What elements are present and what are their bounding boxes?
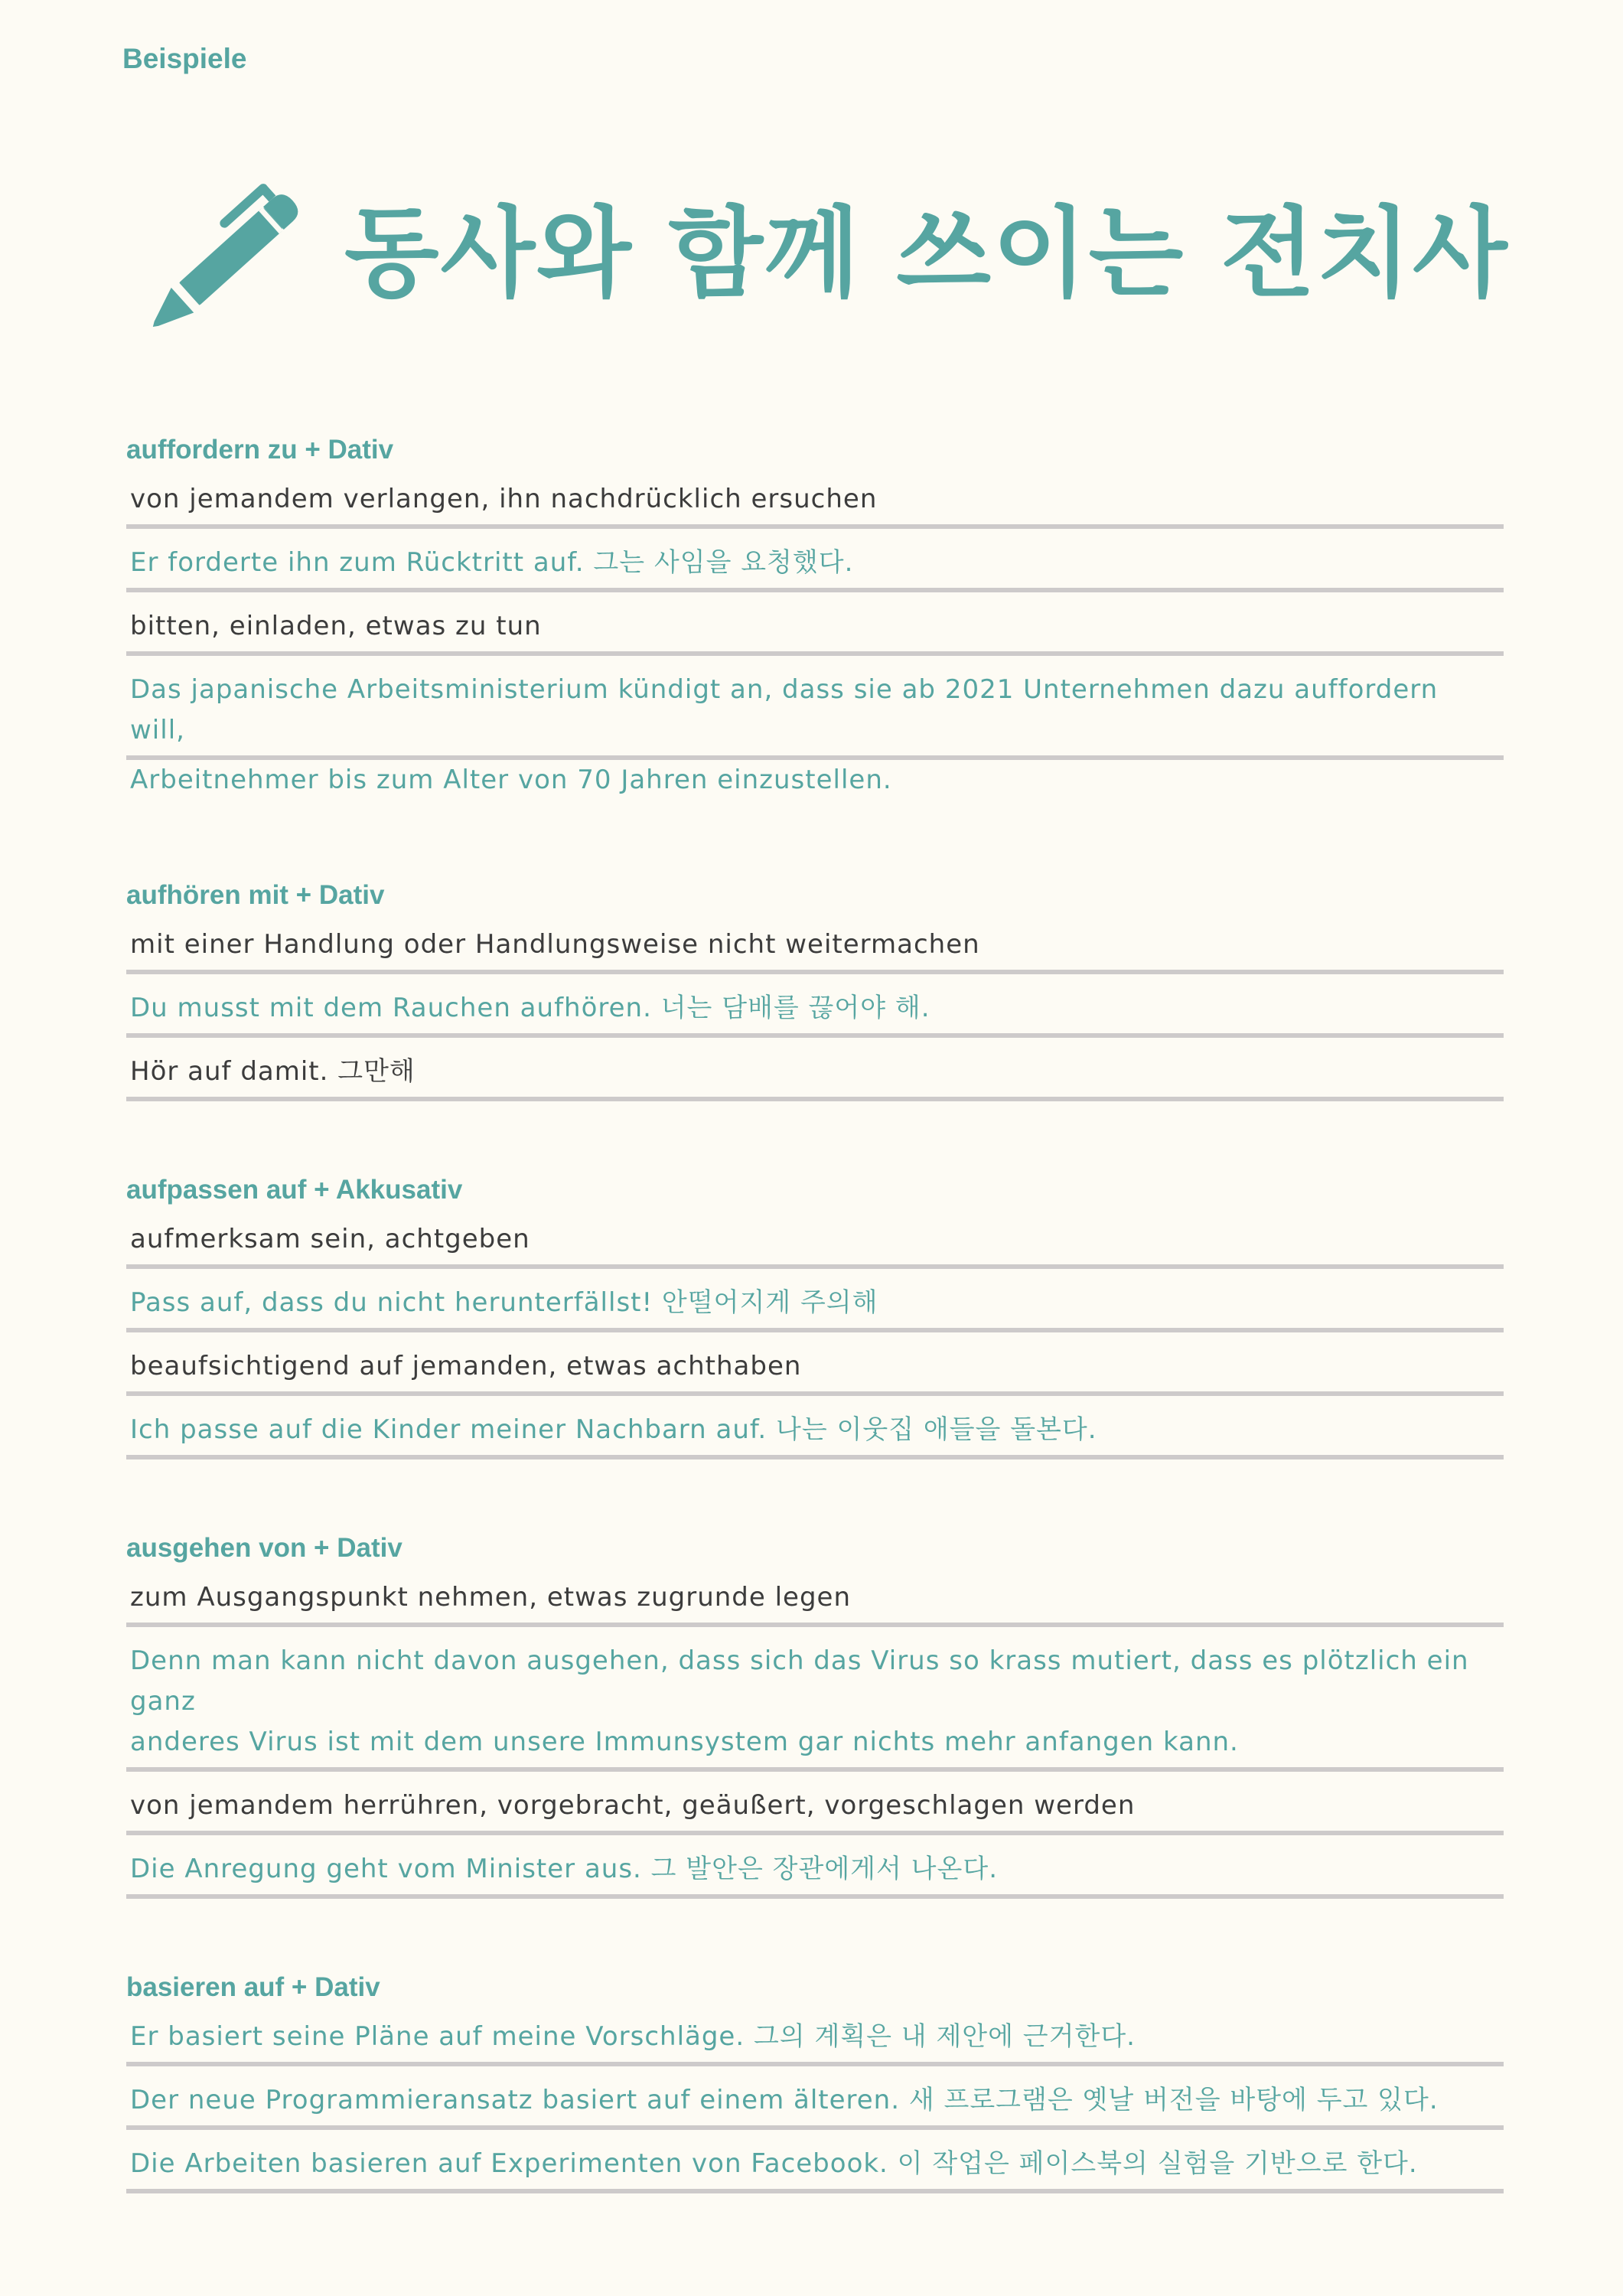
section-auffordern	[126, 429, 1504, 805]
section-heading: auffordern zu + Dativ	[126, 435, 394, 465]
section-aufhoeren	[126, 874, 1504, 1101]
definition-row: Hör auf damit. 그만해	[126, 1045, 1504, 1101]
example-row: Die Anregung geht vom Minister aus. 그 발안은 장관에게서 나온다.	[126, 1843, 1504, 1899]
definition-row: aufmerksam sein, achtgeben	[126, 1213, 1504, 1269]
example-row-continuation: Arbeitnehmer bis zum Alter von 70 Jahren einzustellen.	[130, 765, 892, 795]
section-heading: basieren auf + Dativ	[126, 1972, 380, 2002]
section-heading: ausgehen von + Dativ	[126, 1533, 402, 1563]
example-row: Du musst mit dem Rauchen aufhören. 너는 담배를 끊어야 해.	[126, 982, 1504, 1038]
example-row: Er basiert seine Pläne auf meine Vorschläge. 그의 계획은 내 제안에 근거한다.	[126, 2011, 1504, 2066]
section-heading: aufpassen auf + Akkusativ	[126, 1175, 463, 1205]
example-row: Denn man kann nicht davon ausgehen, dass sich das Virus so krass mutiert, dass es plötzlich ein ganz	[130, 1645, 1469, 1717]
content	[126, 429, 1504, 2261]
definition-row: bitten, einladen, etwas zu tun	[126, 600, 1504, 656]
section-basieren	[126, 1966, 1504, 2193]
example-row-continuation: anderes Virus ist mit dem unsere Immunsystem gar nichts mehr anfangen kann.	[126, 1722, 1504, 1772]
section-heading: aufhören mit + Dativ	[126, 880, 385, 910]
example-row: Das japanische Arbeitsministerium kündigt an, dass sie ab 2021 Unternehmen dazu auffordern will,	[126, 664, 1504, 760]
section-ausgehen	[126, 1527, 1504, 1899]
definition-row: mit einer Handlung oder Handlungsweise nicht weitermachen	[126, 918, 1504, 974]
definition-row: von jemandem verlangen, ihn nachdrücklich ersuchen	[126, 473, 1504, 529]
example-row: Pass auf, dass du nicht herunterfällst! 안떨어지게 주의해	[126, 1277, 1504, 1332]
example-row: Die Arbeiten basieren auf Experimenten von Facebook. 이 작업은 페이스북의 실험을 기반으로 한다.	[126, 2138, 1504, 2193]
definition-row: zum Ausgangspunkt nehmen, etwas zugrunde legen	[126, 1571, 1504, 1627]
section-aufpassen	[126, 1169, 1504, 1459]
pen-icon	[130, 170, 318, 357]
example-row: Er forderte ihn zum Rücktritt auf. 그는 사임을 요청했다.	[126, 536, 1504, 592]
definition-row: beaufsichtigend auf jemanden, etwas achthaben	[126, 1340, 1504, 1396]
example-row: Der neue Programmieransatz basiert auf einem älteren. 새 프로그램은 옛날 버전을 바탕에 두고 있다.	[126, 2074, 1504, 2130]
example-row: Ich passe auf die Kinder meiner Nachbarn auf. 나는 이웃집 애들을 돌본다.	[126, 1404, 1504, 1459]
page-title: 동사와 함께 쓰이는 전치사	[344, 197, 1509, 311]
definition-row: von jemandem herrühren, vorgebracht, geäußert, vorgeschlagen werden	[126, 1779, 1504, 1835]
section-tag: Beispiele	[122, 43, 247, 74]
